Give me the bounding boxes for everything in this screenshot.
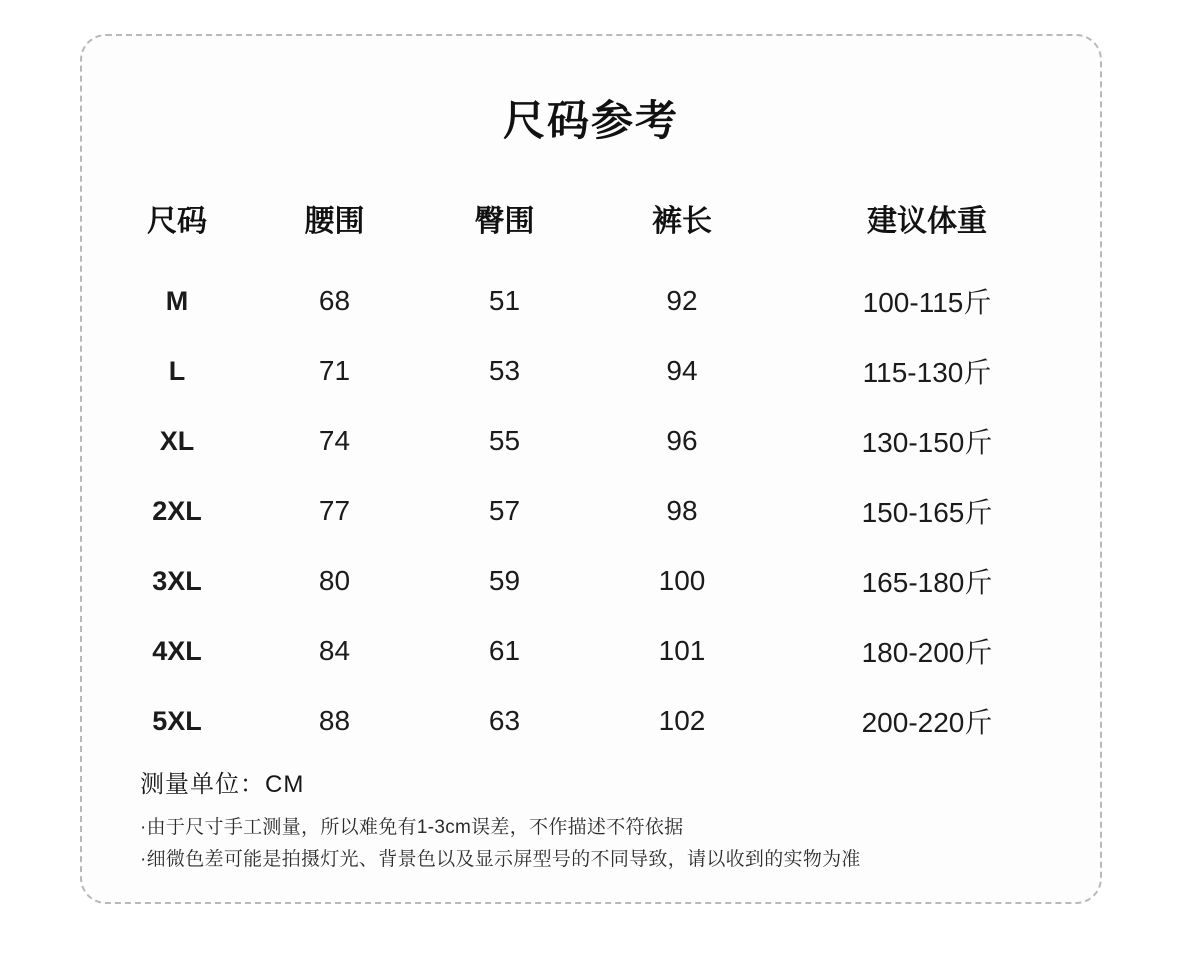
column-header-weight: 建议体重 xyxy=(867,205,987,238)
cell-size: 3XL xyxy=(152,565,202,596)
disclaimer-note-color: ·细微色差可能是拍摄灯光、背景色以及显示屏型号的不同导致，请以收到的实物为准 xyxy=(140,849,861,870)
cell-length: 94 xyxy=(666,355,698,386)
cell-hip: 51 xyxy=(488,285,521,316)
disclaimer-notes xyxy=(140,812,1040,876)
cell-length: 96 xyxy=(666,425,698,456)
cell-length: 98 xyxy=(666,495,698,526)
cell-waist: 71 xyxy=(318,355,351,386)
cell-waist: 74 xyxy=(318,425,351,456)
page-title: 尺码参考 xyxy=(502,97,679,144)
cell-size: 4XL xyxy=(152,635,202,666)
table-row xyxy=(102,476,1082,546)
cell-length: 102 xyxy=(658,705,706,736)
cell-size: XL xyxy=(159,425,195,456)
table-row xyxy=(102,266,1082,336)
cell-weight: 115-130斤 xyxy=(862,357,992,388)
disclaimer-note-measurement: ·由于尺寸手工测量，所以难免有1-3cm误差，不作描述不符依据 xyxy=(140,817,684,838)
table-row xyxy=(102,546,1082,616)
cell-waist: 77 xyxy=(318,495,351,526)
cell-hip: 53 xyxy=(488,355,521,386)
column-header-waist: 腰围 xyxy=(304,205,365,238)
column-header-hip: 臀围 xyxy=(474,205,535,238)
cell-hip: 59 xyxy=(488,565,521,596)
column-header-size: 尺码 xyxy=(147,205,207,238)
cell-weight: 150-165斤 xyxy=(861,497,993,528)
table-row xyxy=(102,686,1082,756)
cell-length: 101 xyxy=(658,635,706,666)
table-row xyxy=(102,616,1082,686)
cell-waist: 84 xyxy=(318,635,351,666)
cell-weight: 200-220斤 xyxy=(861,707,993,738)
cell-weight: 180-200斤 xyxy=(861,637,993,668)
cell-weight: 130-150斤 xyxy=(861,427,993,458)
cell-size: L xyxy=(168,355,186,386)
column-header-length: 裤长 xyxy=(652,205,712,238)
table-header-row xyxy=(102,186,1082,266)
table-row xyxy=(102,406,1082,476)
cell-waist: 80 xyxy=(318,565,351,596)
table-row xyxy=(102,336,1082,406)
cell-length: 92 xyxy=(666,285,698,316)
cell-size: 5XL xyxy=(152,705,202,736)
cell-waist: 68 xyxy=(318,285,351,316)
cell-size: M xyxy=(165,285,189,316)
cell-hip: 57 xyxy=(488,495,521,526)
cell-length: 100 xyxy=(658,565,706,596)
cell-weight: 165-180斤 xyxy=(861,567,993,598)
size-chart-card xyxy=(80,34,1102,904)
size-table xyxy=(102,186,1082,756)
cell-waist: 88 xyxy=(318,705,351,736)
cell-hip: 61 xyxy=(488,635,521,666)
measurement-unit-note: 测量单位：CM xyxy=(140,771,305,798)
cell-hip: 55 xyxy=(488,425,521,456)
cell-size: 2XL xyxy=(152,495,202,526)
cell-weight: 100-115斤 xyxy=(862,287,992,318)
cell-hip: 63 xyxy=(488,705,521,736)
